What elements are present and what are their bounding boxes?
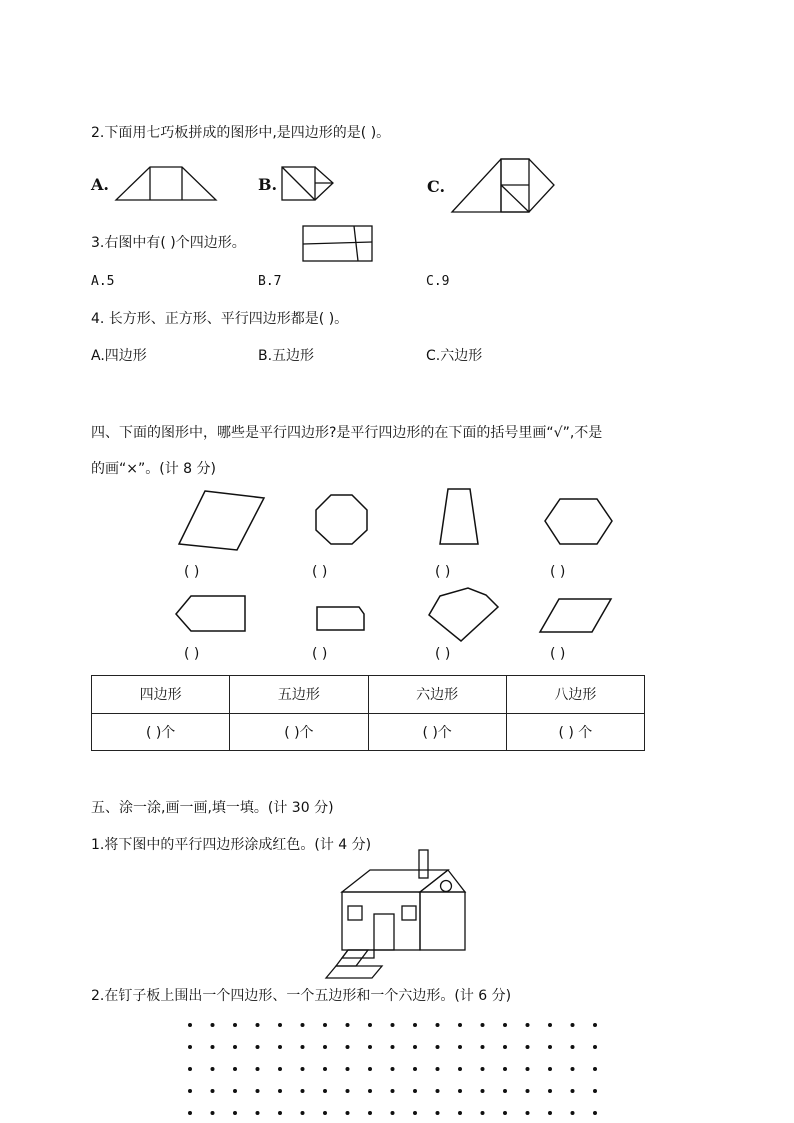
q2-option-c-label: C.: [427, 177, 446, 196]
shape-trapezoid: [438, 488, 480, 546]
peg-dot[interactable]: [436, 1045, 440, 1049]
peg-dot[interactable]: [458, 1023, 462, 1027]
q2-question: 2.下面用七巧板拼成的图形中,是四边形的是( )。: [91, 125, 391, 141]
peg-dot[interactable]: [211, 1045, 215, 1049]
peg-dot[interactable]: [413, 1023, 417, 1027]
peg-dot[interactable]: [188, 1023, 192, 1027]
tangram-trapezoid-figure: [115, 166, 217, 202]
peg-dot[interactable]: [233, 1045, 237, 1049]
shape-rhombus: [178, 490, 266, 552]
q2-option-a-label: A.: [91, 175, 109, 194]
answer-blank-1[interactable]: ( ): [184, 564, 200, 580]
peg-dot[interactable]: [526, 1067, 530, 1071]
table-answer-cell[interactable]: ( )个: [92, 713, 230, 751]
shape-small-pentagon: [316, 604, 366, 632]
answer-blank-5[interactable]: ( ): [184, 646, 200, 662]
shape-parallelogram: [539, 598, 613, 634]
peg-dot[interactable]: [571, 1045, 575, 1049]
peg-dot[interactable]: [481, 1067, 485, 1071]
peg-dot[interactable]: [593, 1067, 597, 1071]
q4-option-c: C.六边形: [426, 348, 483, 364]
peg-dot[interactable]: [436, 1111, 440, 1115]
peg-dot[interactable]: [413, 1045, 417, 1049]
peg-dot[interactable]: [278, 1067, 282, 1071]
q3-question: 3.右图中有( )个四边形。: [91, 235, 246, 251]
peg-dot[interactable]: [481, 1089, 485, 1093]
peg-dot[interactable]: [346, 1067, 350, 1071]
peg-dot[interactable]: [481, 1023, 485, 1027]
shape-irregular-hexagon: [428, 587, 500, 643]
table-answer-cell[interactable]: ( )个: [368, 713, 506, 751]
house-drawing: [322, 848, 468, 980]
peg-dot[interactable]: [368, 1111, 372, 1115]
peg-dot[interactable]: [256, 1067, 260, 1071]
peg-dot[interactable]: [211, 1023, 215, 1027]
table-answer-cell[interactable]: ( ) 个: [506, 713, 644, 751]
peg-board[interactable]: [180, 1015, 620, 1123]
answer-blank-4[interactable]: ( ): [550, 564, 566, 580]
peg-dot[interactable]: [368, 1045, 372, 1049]
peg-dot[interactable]: [211, 1067, 215, 1071]
peg-dot[interactable]: [526, 1111, 530, 1115]
peg-dot[interactable]: [391, 1089, 395, 1093]
peg-dot[interactable]: [458, 1089, 462, 1093]
peg-dot[interactable]: [211, 1089, 215, 1093]
peg-dot[interactable]: [233, 1023, 237, 1027]
peg-dot[interactable]: [436, 1023, 440, 1027]
peg-dot[interactable]: [211, 1111, 215, 1115]
peg-dot[interactable]: [548, 1089, 552, 1093]
tangram-b-figure: [281, 166, 335, 202]
peg-dot[interactable]: [346, 1111, 350, 1115]
peg-dot[interactable]: [278, 1089, 282, 1093]
peg-dot[interactable]: [548, 1045, 552, 1049]
peg-dot[interactable]: [526, 1089, 530, 1093]
peg-dot[interactable]: [458, 1111, 462, 1115]
section5-q2: 2.在钉子板上围出一个四边形、一个五边形和一个六边形。(计 6 分): [91, 988, 512, 1004]
peg-dot[interactable]: [391, 1045, 395, 1049]
peg-dot[interactable]: [256, 1023, 260, 1027]
q4-option-b: B.五边形: [258, 348, 315, 364]
peg-dot[interactable]: [548, 1023, 552, 1027]
table-header-cell: 四边形: [92, 676, 230, 714]
shape-pentagon: [175, 594, 247, 634]
peg-dot[interactable]: [391, 1111, 395, 1115]
peg-dot[interactable]: [526, 1023, 530, 1027]
answer-blank-3[interactable]: ( ): [435, 564, 451, 580]
peg-dot[interactable]: [323, 1045, 327, 1049]
peg-dot[interactable]: [548, 1067, 552, 1071]
peg-dot[interactable]: [593, 1045, 597, 1049]
section4-instruction-line1: 四、下面的图形中，哪些是平行四边形?是平行四边形的在下面的括号里画“√”,不是: [91, 425, 603, 441]
peg-dot[interactable]: [368, 1089, 372, 1093]
peg-dot[interactable]: [391, 1023, 395, 1027]
peg-dot[interactable]: [346, 1045, 350, 1049]
peg-dot[interactable]: [481, 1111, 485, 1115]
peg-dot[interactable]: [233, 1089, 237, 1093]
peg-dot[interactable]: [593, 1089, 597, 1093]
q3-rectangle-figure: [302, 225, 374, 263]
peg-dot[interactable]: [571, 1089, 575, 1093]
q2-option-b-label: B.: [258, 175, 278, 194]
answer-blank-8[interactable]: ( ): [550, 646, 566, 662]
q3-option-a: A.5: [91, 274, 115, 289]
peg-dot[interactable]: [346, 1089, 350, 1093]
peg-dot[interactable]: [571, 1111, 575, 1115]
peg-dot[interactable]: [278, 1111, 282, 1115]
peg-dot[interactable]: [256, 1045, 260, 1049]
shape-hexagon: [544, 498, 614, 546]
peg-dot[interactable]: [301, 1067, 305, 1071]
section5-q1: 1.将下图中的平行四边形涂成红色。(计 4 分): [91, 837, 372, 853]
peg-dot[interactable]: [503, 1045, 507, 1049]
q4-question: 4. 长方形、正方形、平行四边形都是( )。: [91, 311, 349, 327]
peg-dot[interactable]: [346, 1023, 350, 1027]
answer-blank-2[interactable]: ( ): [312, 564, 328, 580]
q4-option-a: A.四边形: [91, 348, 147, 364]
section4-instruction-line2: 的画“×”。(计 8 分): [91, 461, 216, 477]
peg-dot[interactable]: [503, 1067, 507, 1071]
answer-blank-7[interactable]: ( ): [435, 646, 451, 662]
peg-dot[interactable]: [301, 1089, 305, 1093]
table-answer-cell[interactable]: ( )个: [230, 713, 368, 751]
peg-dot[interactable]: [368, 1023, 372, 1027]
peg-dot[interactable]: [458, 1045, 462, 1049]
peg-dot[interactable]: [301, 1111, 305, 1115]
q3-option-c: C.9: [426, 274, 450, 289]
shape-count-table: [91, 675, 645, 751]
peg-dot[interactable]: [256, 1111, 260, 1115]
peg-dot[interactable]: [323, 1089, 327, 1093]
peg-dot[interactable]: [436, 1089, 440, 1093]
peg-dot[interactable]: [436, 1067, 440, 1071]
peg-dot[interactable]: [301, 1045, 305, 1049]
answer-blank-6[interactable]: ( ): [312, 646, 328, 662]
table-header-cell: 八边形: [506, 676, 644, 714]
peg-dot[interactable]: [503, 1023, 507, 1027]
peg-dot[interactable]: [413, 1067, 417, 1071]
peg-dot[interactable]: [233, 1067, 237, 1071]
peg-dot[interactable]: [256, 1089, 260, 1093]
peg-dot[interactable]: [593, 1023, 597, 1027]
peg-dot[interactable]: [233, 1111, 237, 1115]
peg-dot[interactable]: [548, 1111, 552, 1115]
peg-dot[interactable]: [323, 1023, 327, 1027]
peg-dot[interactable]: [188, 1045, 192, 1049]
peg-dot[interactable]: [188, 1067, 192, 1071]
peg-dot[interactable]: [188, 1089, 192, 1093]
peg-dot[interactable]: [593, 1111, 597, 1115]
table-row: [92, 713, 645, 751]
peg-dot[interactable]: [278, 1023, 282, 1027]
peg-dot[interactable]: [301, 1023, 305, 1027]
peg-dot[interactable]: [323, 1111, 327, 1115]
table-header-row: [92, 676, 645, 714]
peg-dot[interactable]: [503, 1111, 507, 1115]
peg-dot[interactable]: [323, 1067, 327, 1071]
q3-option-b: B.7: [258, 274, 282, 289]
table-header-cell: 五边形: [230, 676, 368, 714]
peg-dot[interactable]: [391, 1067, 395, 1071]
shape-octagon: [315, 494, 369, 546]
peg-dot[interactable]: [368, 1067, 372, 1071]
peg-dot[interactable]: [503, 1089, 507, 1093]
peg-dot[interactable]: [278, 1045, 282, 1049]
peg-dot[interactable]: [413, 1111, 417, 1115]
peg-dot[interactable]: [571, 1067, 575, 1071]
peg-dot[interactable]: [481, 1045, 485, 1049]
peg-dot[interactable]: [571, 1023, 575, 1027]
peg-dot[interactable]: [526, 1045, 530, 1049]
section5-title: 五、涂一涂,画一画,填一填。(计 30 分): [91, 800, 334, 816]
peg-dot[interactable]: [413, 1089, 417, 1093]
table-header-cell: 六边形: [368, 676, 506, 714]
peg-dot[interactable]: [458, 1067, 462, 1071]
tangram-c-figure: [451, 158, 555, 214]
peg-dot[interactable]: [188, 1111, 192, 1115]
